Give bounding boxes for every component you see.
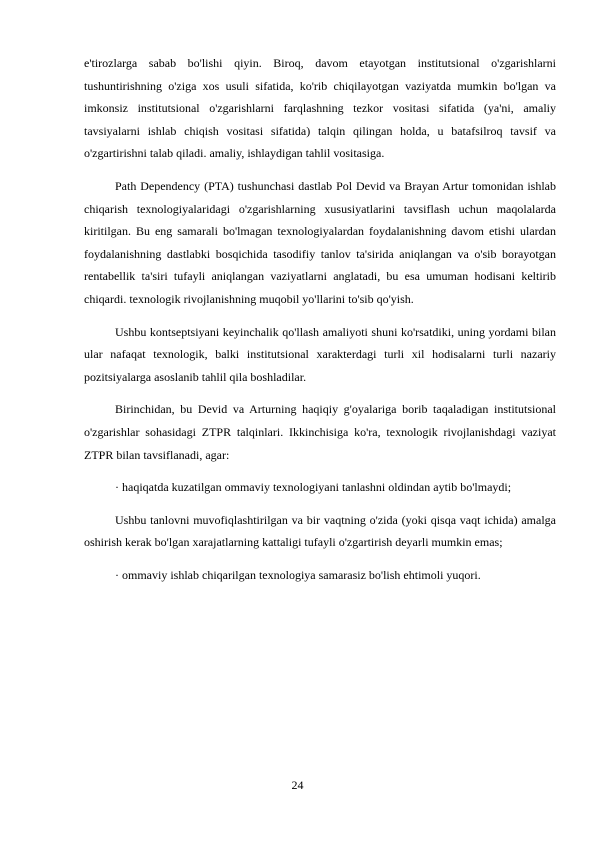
paragraph-3: Ushbu kontseptsiyani keyinchalik qo'llash amaliyoti shuni ko'rsatdiki, uning yordami bilan ular nafaqat texnologik, balki institutsional xarakterdagi turli xil hodisalarni turli nazariy pozitsiyalarga asoslanib tahlil qila boshladilar. — [84, 324, 556, 384]
paragraph-4: Birinchidan, bu Devid va Arturning haqiqiy g'oyalariga borib taqaladigan institutsional o'zgarishlar sohasidagi ZTPR talqinlari. Ikkinchisiga ko'ra, texnologik rivojlanishdagi vaziyat ZTPR bilan tavsiflanadi, agar: — [84, 402, 556, 462]
paragraph-1: e'tirozlarga sabab bo'lishi qiyin. Biroq, davom etayotgan institutsional o'zgarishlarni tushuntirishning o'ziga xos usuli sifatida, ko'rib chiqilayotgan vaziyatda mumkin bo'lgan va imkonsiz institutsional o'zgarishlarni farqlashning tezkor vositasi sifatida (ya'ni, amaliy tavsiyalarni ishlab chiqish vositasi sifatida) talqin qilingan holda, u batafsilroq tavsif va o'zgartirishni talab qiladi. amaliy, ishlaydigan tahlil vositasiga. — [84, 56, 556, 161]
page-number: 24 — [291, 778, 304, 792]
paragraph-5: Ushbu tanlovni muvofiqlashtirilgan va bir vaqtning o'zida (yoki qisqa vaqt ichida) amalga oshirish kerak bo'lgan xarajatlarning kattaligi tufayli o'zgartirish deyarli mumkin emas; — [84, 512, 556, 550]
body-text — [84, 52, 556, 596]
paragraph-2: Path Dependency (PTA) tushunchasi dastlab Pol Devid va Brayan Artur tomonidan ishlab chiqarish texnologiyalaridagi o'zgarishlarning xususiyatlarini tavsiflash uchun maqolalarda kiritilgan. Bu eng samarali bo'lmagan texnologiyalardan foydalanishning davom etishi ulardan foydalanishning dastlabki bosqichida tasodifiy tanlov ta'sirida aniqlangan va o'sib borayotgan rentabellik ta'siri tufayli aniqlangan vaziyatlarni anglatadi, bu esa umuman hodisani keltirib chiqardi. texnologik rivojlanishning muqobil yo'llarini to'sib qo'yish. — [84, 178, 556, 306]
bullet-item-1: · haqiqatda kuzatilgan ommaviy texnologiyani tanlashni oldindan aytib bo'lmaydi; — [115, 480, 512, 495]
bullet-item-2: · ommaviy ishlab chiqarilgan texnologiya samarasiz bo'lish ehtimoli yuqori. — [115, 567, 481, 582]
